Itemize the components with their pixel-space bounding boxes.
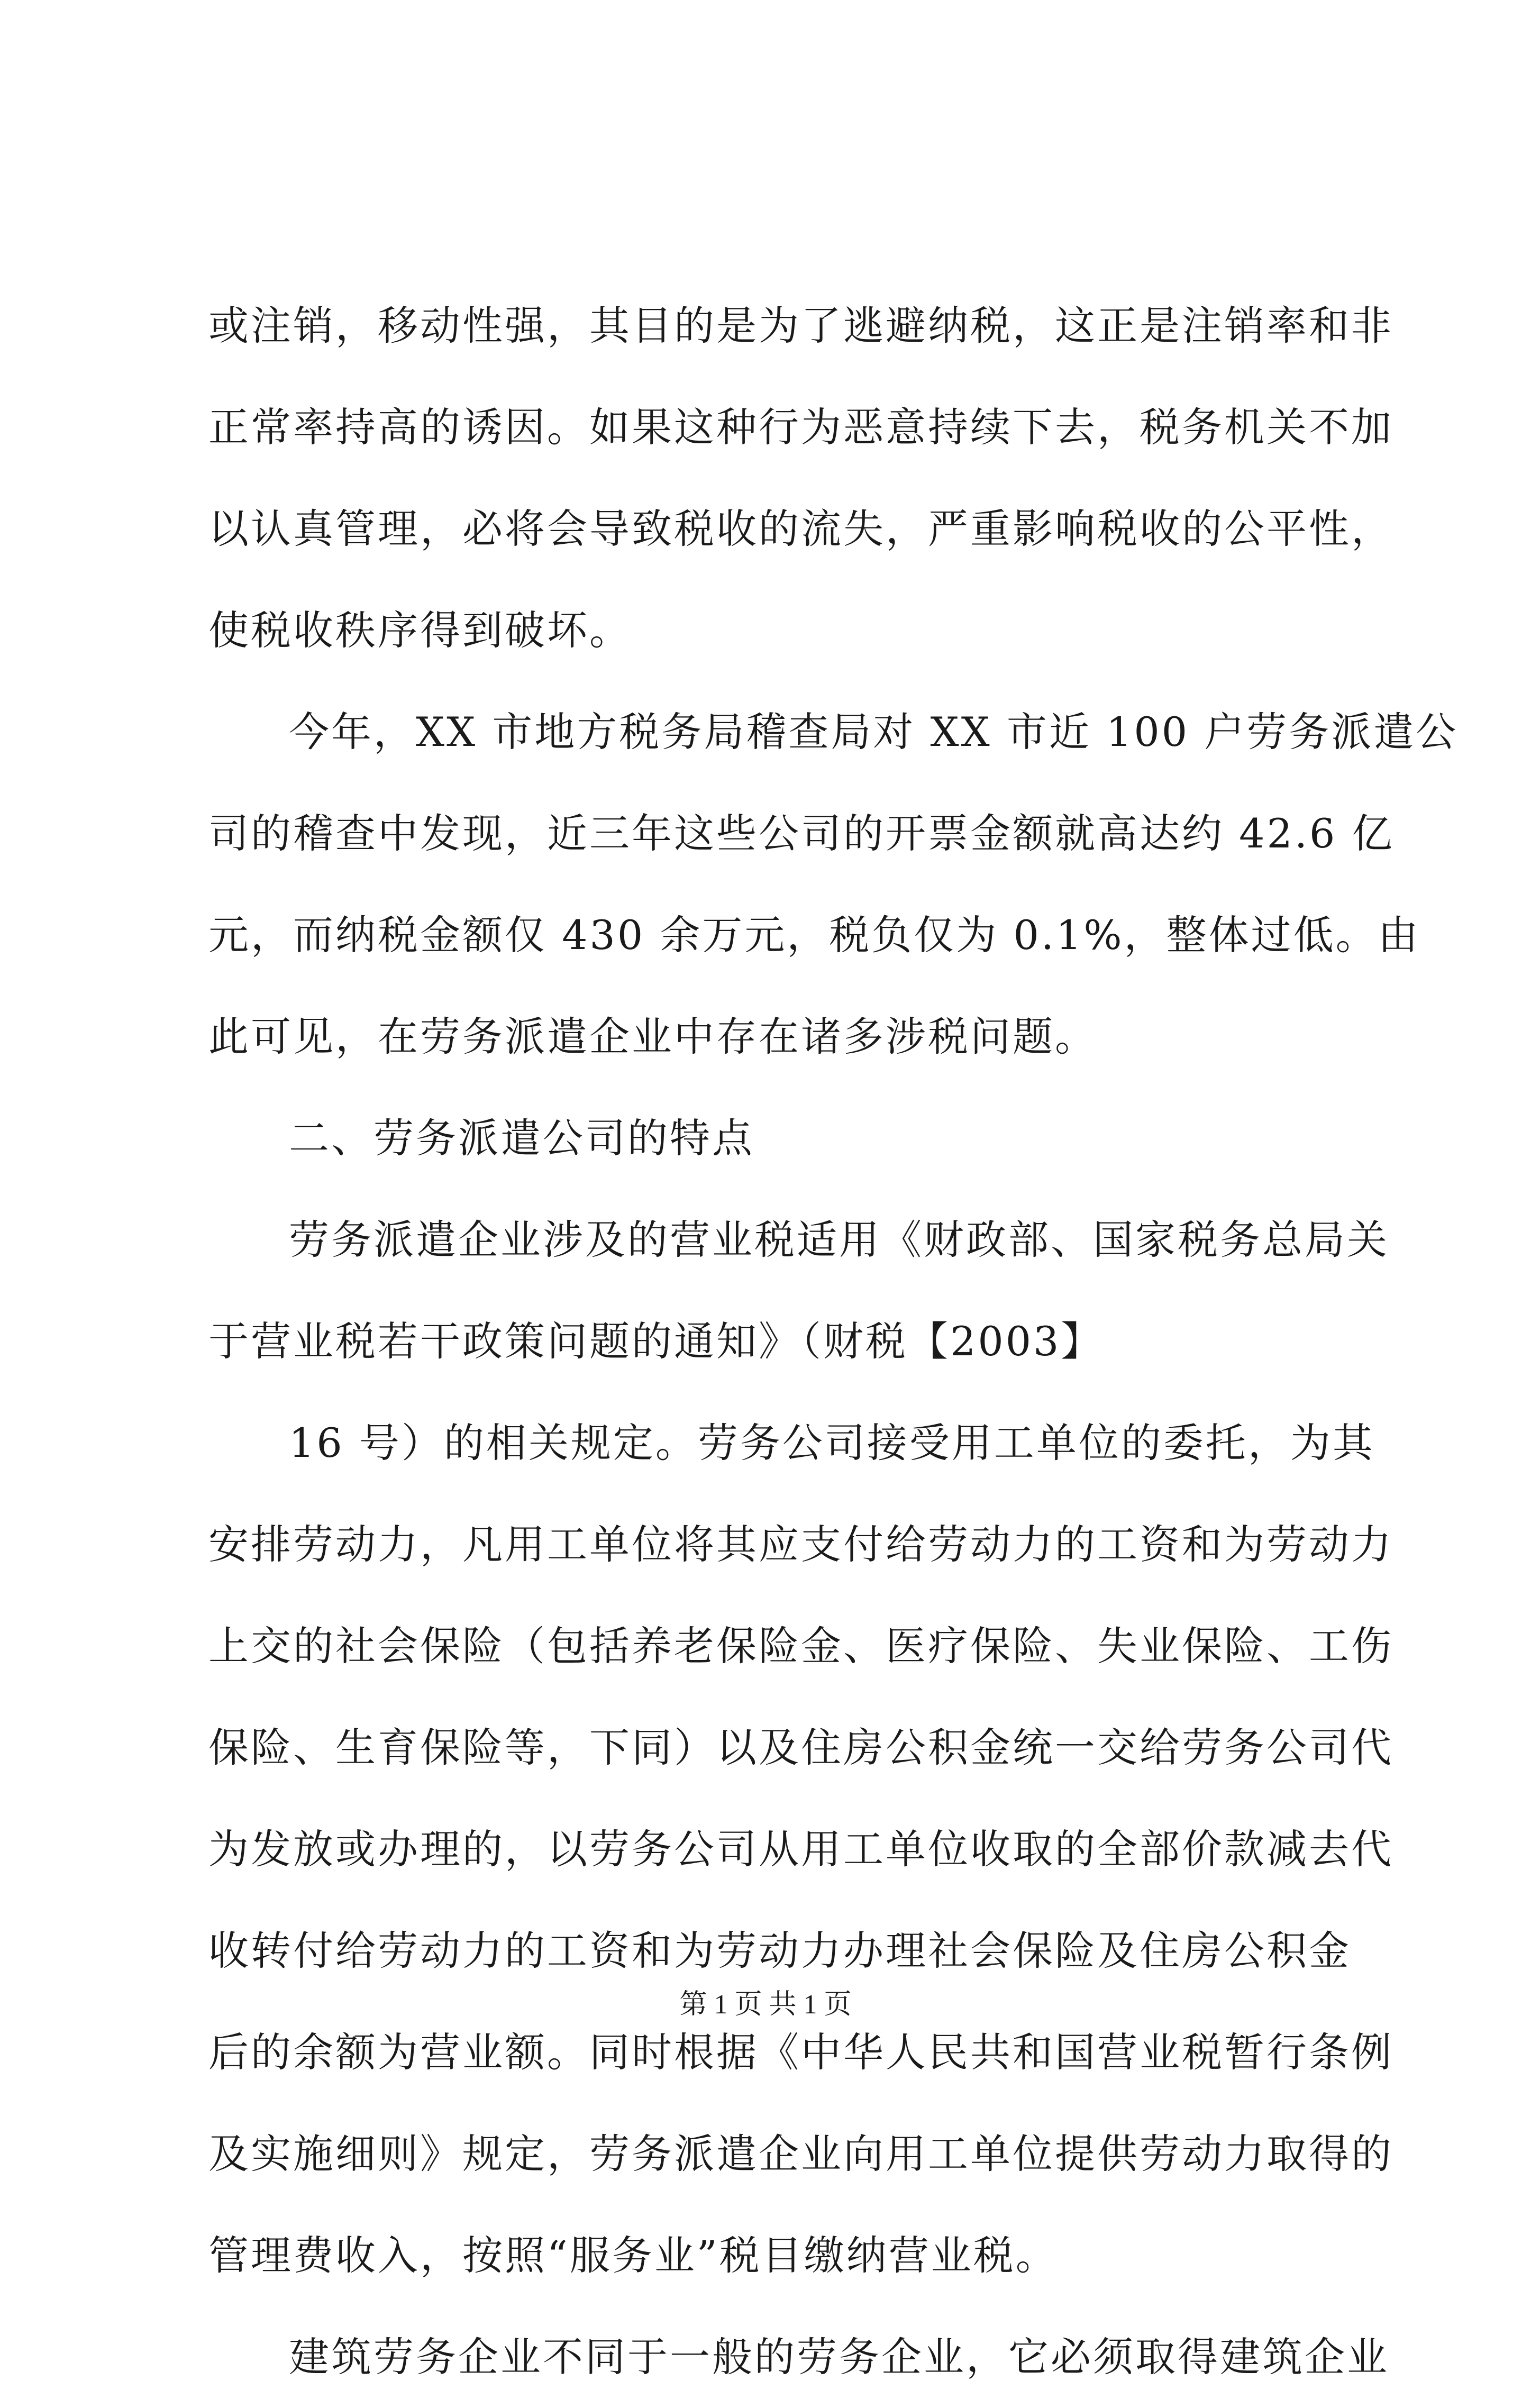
text-line: 此可见，在劳务派遣企业中存在诸多涉税问题。 xyxy=(208,1013,1097,1060)
section-heading: 二、劳务派遣公司的特点 xyxy=(289,1115,754,1162)
page-footer: 第 1 页 共 1 页 xyxy=(679,1990,852,2020)
text-line: 安排劳动力，凡用工单位将其应支付给劳动力的工资和为劳动力 xyxy=(208,1521,1393,1568)
text-line: 保险、生育保险等，下同）以及住房公积金统一交给劳务公司代 xyxy=(208,1724,1393,1771)
text-line: 或注销，移动性强，其目的是为了逃避纳税，这正是注销率和非 xyxy=(208,302,1393,349)
document-body xyxy=(208,275,1459,2408)
text-line: 后的余额为营业额。同时根据《中华人民共和国营业税暂行条例 xyxy=(208,2029,1393,2076)
paragraph-first-line: 建筑劳务企业不同于一般的劳务企业，它必须取得建筑企业 xyxy=(289,2333,1389,2380)
text-line: 收转付给劳动力的工资和为劳动力办理社会保险及住房公积金 xyxy=(208,1927,1351,1974)
text-line: 为发放或办理的，以劳务公司从用工单位收取的全部价款减去代 xyxy=(208,1826,1393,1873)
text-line: 及实施细则》规定，劳务派遣企业向用工单位提供劳动力取得的 xyxy=(208,2130,1393,2177)
text-line: 正常率持高的诱因。如果这种行为恶意持续下去，税务机关不加 xyxy=(208,404,1393,451)
text-line: 上交的社会保险（包括养老保险金、医疗保险、失业保险、工伤 xyxy=(208,1622,1393,1670)
text-line: 管理费收入，按照“服务业”税目缴纳营业税。 xyxy=(208,2232,1058,2279)
paragraph-first-line: 劳务派遣企业涉及的营业税适用《财政部、国家税务总局关 xyxy=(289,1216,1389,1263)
text-line: 元，而纳税金额仅 430 余万元，税负仅为 0.1%，整体过低。由 xyxy=(208,911,1420,959)
text-line: 司的稽查中发现，近三年这些公司的开票金额就高达约 42.6 亿 xyxy=(208,810,1395,857)
paragraph-first-line: 16 号）的相关规定。劳务公司接受用工单位的委托，为其 xyxy=(289,1419,1375,1466)
text-line: 于营业税若干政策问题的通知》（财税【2003】 xyxy=(208,1318,1104,1365)
paragraph-first-line: 今年，XX 市地方税务局稽查局对 XX 市近 100 户劳务派遣公 xyxy=(289,708,1459,755)
text-line: 以认真管理，必将会导致税收的流失，严重影响税收的公平性， xyxy=(208,505,1393,552)
text-line: 使税收秩序得到破坏。 xyxy=(208,607,632,654)
